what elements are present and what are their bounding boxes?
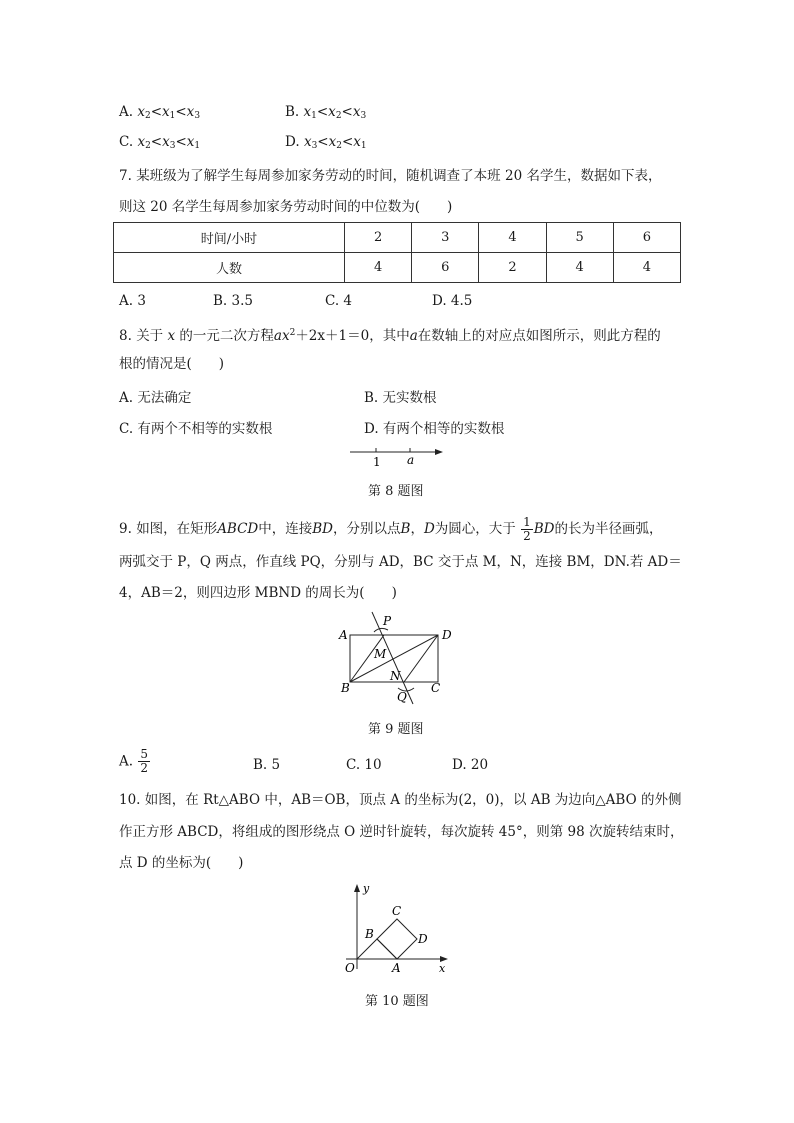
label-c: C [392,904,402,918]
table-row-hours [114,223,681,253]
table-cell: 2 [479,253,546,283]
label-d: D [442,628,452,642]
label-y: y [363,882,370,895]
label-q: Q [397,690,407,704]
q9-option-c: C. 10 [346,757,382,773]
table-cell: 4 [479,223,546,253]
tick-label-a: a [407,453,415,467]
table-row-label: 人数 [114,253,345,283]
table-cell: 4 [546,253,613,283]
label-o: O [345,961,355,974]
q9-option-b: B. 5 [253,757,281,773]
q8-option-d: D. 有两个相等的实数根 [364,421,505,437]
q6-option-a: A. $x_2<x_1<x_3$ [119,104,201,121]
q8-option-c: C. 有两个不相等的实数根 [119,421,273,437]
table-cell: 4 [345,253,412,283]
q10-stem-line2: 作正方形 ABCD，将组成的图形绕点 O 逆时针旋转，每次旋转 45°，则第 98 次旋转结束时， [119,824,684,840]
table-row-counts [114,253,681,283]
table-cell: 4 [613,253,680,283]
label-m: M [374,647,387,661]
q8-option-a: A. 无法确定 [119,390,192,406]
q7-data-table [113,222,681,283]
table-cell: 2 [345,223,412,253]
label-c: C [431,681,441,695]
label-x: x [439,962,446,974]
q6-a-var1: x [137,104,145,120]
label-n: N [390,669,401,683]
q7-option-a: A. 3 [119,293,146,309]
table-cell: 5 [546,223,613,253]
q9-stem-line3: 4，AB＝2，则四边形 MBND 的周长为( ) [119,585,397,601]
y-axis-arrowhead [354,884,360,892]
q8-option-b: B. 无实数根 [364,390,437,406]
table-cell: 6 [613,223,680,253]
table-cell: 6 [412,253,479,283]
q7-option-b: B. 3.5 [213,293,253,309]
triangle-abo [357,939,397,959]
q9-option-d: D. 20 [452,757,489,773]
q7-option-c: C. 4 [325,293,353,309]
q7-stem-line1: 7. 某班级为了解学生每周参加家务劳动的时间，随机调查了本班 20 名学生，数据如下表， [119,168,662,184]
q9-stem-line2: 两弧交于 P，Q 两点，作直线 PQ，分别与 AD，BC 交于点 M，N，连接 BM，DN.若 AD＝ [119,554,682,570]
table-cell: 3 [412,223,479,253]
q9-rectangle-figure [336,608,456,706]
label-a: A [339,628,348,642]
q9-fraction-half: $\frac{1}{2}$ [523,515,531,543]
q6-option-b: B. $x_1<x_2<x_3$ [285,104,367,121]
q8-stem-line1: 8. 关于 x 的一元二次方程$ax^2+2x+1=0$，其中a在数轴上的对应点如图所示，则此方程的 [119,328,661,344]
label-d: D [418,932,428,946]
q6-option-d: D. $x_3<x_2<x_1$ [285,134,367,151]
q7-option-d: D. 4.5 [432,293,473,309]
label-b: B [341,681,350,695]
tick-label-1: 1 [373,455,381,469]
square-abcd [377,919,417,959]
q8-number-line-figure [345,443,450,471]
label-p: P [383,614,392,628]
q10-stem-line3: 点 D 的坐标为( ) [119,855,244,871]
table-header-label: 时间/小时 [114,223,345,253]
label-a: A [392,961,401,974]
q10-coordinate-figure [338,876,454,974]
q10-caption: 第 10 题图 [365,994,429,1009]
q9-option-a: A. $\frac{5}{2}$ [119,747,148,775]
q8-stem-line2: 根的情况是( ) [119,356,225,372]
q6-option-c: C. $x_2<x_3<x_1$ [119,134,201,151]
number-line-arrowhead [435,449,443,455]
q9-stem-line1: 9. 如图，在矩形ABCD中，连接BD，分别以点B，D为圆心，大于 $\frac{1}{2}$ BD的长为半径画弧， [119,515,663,543]
q8-caption: 第 8 题图 [368,484,424,499]
q9-option-a-fraction: $\frac{5}{2}$ [140,747,148,775]
segment-dn [404,635,438,682]
q10-stem-line1: 10. 如图，在 Rt△ABO 中，AB＝OB，顶点 A 的坐标为(2，0)，以 AB 为边向△ABO 的外侧 [119,792,682,808]
label-b: B [365,927,374,941]
q9-caption: 第 9 题图 [368,722,424,737]
q7-stem-line2: 则这 20 名学生每周参加家务劳动时间的中位数为( ) [119,199,453,215]
